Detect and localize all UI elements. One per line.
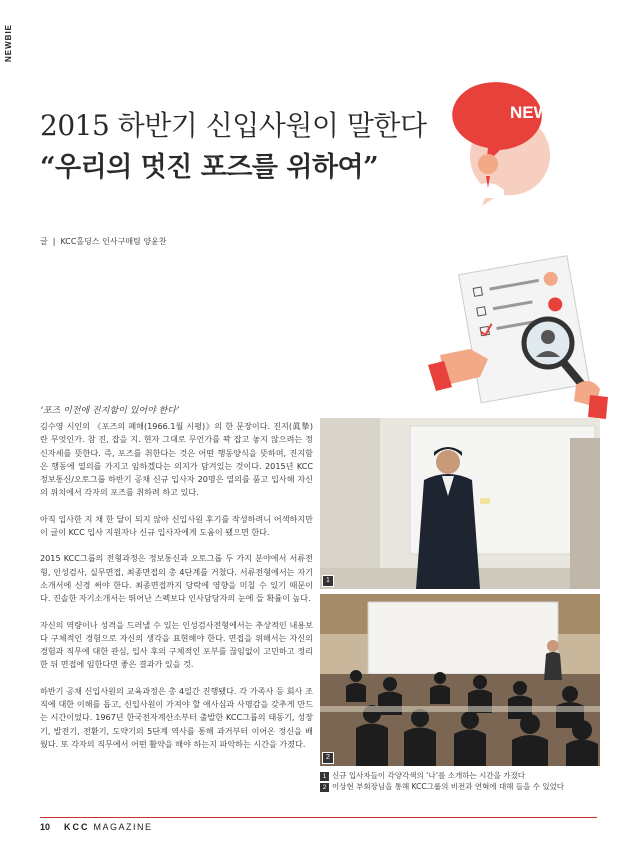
- paragraph: 아직 입사한 지 채 한 달이 되지 않아 신입사원 후기를 작성하려니 어색하지만 이 글이 KCC 입사 지원자나 신규 입사자에게 도움이 됐으면 한다.: [40, 513, 313, 538]
- seminar-scene: [320, 594, 600, 766]
- footer-rule: [40, 817, 597, 818]
- article-body: [40, 420, 313, 764]
- paragraph: 2015 KCC그룹의 전형과정은 정보통신과 오토그룹 두 가지 분야에서 서류전형, 인성검사, 실무면접, 최종면접의 총 4단계를 거쳤다. 서류전형에서는 자기소개서에 신경 써야 한다. 최종면접까지 당락에 영향을 미칠 수 있기 때문이다. 진솔한 자기소개서는 뛰어난 스펙보다 인사담당자의 눈에 들 확률이 높다.: [40, 553, 313, 604]
- byline-label: 글: [40, 237, 48, 246]
- speaker-head: [436, 450, 460, 474]
- article-title: 2015 하반기 신입사원이 말한다: [40, 109, 427, 142]
- caption-row: [320, 781, 564, 792]
- speech-bubble-illustration: [430, 78, 610, 246]
- caption-number: 2: [320, 783, 329, 792]
- side-section-tag: NEWBIE: [4, 24, 13, 62]
- brand-name: KCC: [64, 822, 90, 832]
- photo-captions: [320, 770, 564, 792]
- paragraph: 자신의 역량이나 성격을 드러낼 수 있는 인성검사전형에서는 추상적인 내용보다 구체적인 경험으로 자신의 생각을 표현해야 한다. 면접을 위해서는 자신의 경험과 직무에 대한 관심, 입사 후의 구체적인 포부를 끊임없이 고민하고 정리한 뒤 면접에 임한다면 좋은 결과가 있을 것.: [40, 619, 313, 670]
- newbie-badge: NEWBIE: [510, 103, 578, 122]
- presenter: [544, 652, 562, 680]
- caption-row: [320, 770, 564, 781]
- caption-text: 신규 입사자들이 각양각색의 ‘나’를 소개하는 시간을 가졌다: [332, 771, 525, 780]
- person-head-icon: [478, 154, 498, 174]
- photo-number: 1: [322, 575, 334, 587]
- magazine-label: MAGAZINE: [93, 822, 153, 832]
- speaker-scene: [320, 418, 600, 589]
- magazine-name: [64, 822, 153, 832]
- byline-author: KCC홀딩스 인사구매팀 양윤찬: [60, 237, 167, 246]
- photo-speaker: [320, 418, 600, 589]
- paragraph: 김수영 시인의 《포즈의 폐해(1966.1월 시평)》의 한 문장이다. 진지(眞摯)란 무엇인가. 참 진, 잡을 지. 현자 그대로 무언가를 꽉 잡고 놓지 않으려는 정신자세를 뜻한다. 즉, 포즈를 취한다는 것은 어떤 행동양식을 뜻하며, 진지함은 행동에 열의를 가지고 임하겠다는 의지가 담겨있는 것이다. 2015년 KCC정보통신/오토그룹 하반기 공채 신규 입사자 20명은 열의를 품고 입사해 자신의 위치에서 각자의 포즈를 취하려 하고 있다.: [40, 421, 313, 498]
- photo-seminar: [320, 594, 600, 766]
- caption-number: 1: [320, 772, 329, 781]
- resume-magnifier-illustration: [420, 245, 620, 425]
- paragraph: 하반기 공채 신입사원의 교육과정은 총 4일간 진행됐다. 각 가족사 등 회사 조직에 대한 이해를 돕고, 신입사원이 가져야 할 애사심과 사명감을 갖추게 만드는 시간이었다. 1967년 한국전자계산소부터 출발한 KCC그룹의 태동기, 성장기, 발전기, 전환기, 도약기의 5단계 역사를 통해 과거부터 이어온 정신을 배웠다. 또 각자의 직무에서 어떤 활약을 해야 하는지 파악하는 시간을 가졌다.: [40, 685, 313, 749]
- caption-text: 이상현 부회장님을 통해 KCC그룹의 비전과 연혁에 대해 들을 수 있었다: [332, 782, 565, 791]
- article-subtitle: “우리의 멋진 포즈를 위하여”: [40, 152, 379, 183]
- section-subhead: ‘포즈 이전에 진지함이 있어야 한다’: [40, 406, 179, 416]
- page-number: 10: [40, 822, 51, 832]
- projector-screen: [368, 602, 558, 674]
- byline: [40, 236, 167, 247]
- photo-number: 2: [322, 752, 334, 764]
- byline-separator: |: [52, 237, 56, 246]
